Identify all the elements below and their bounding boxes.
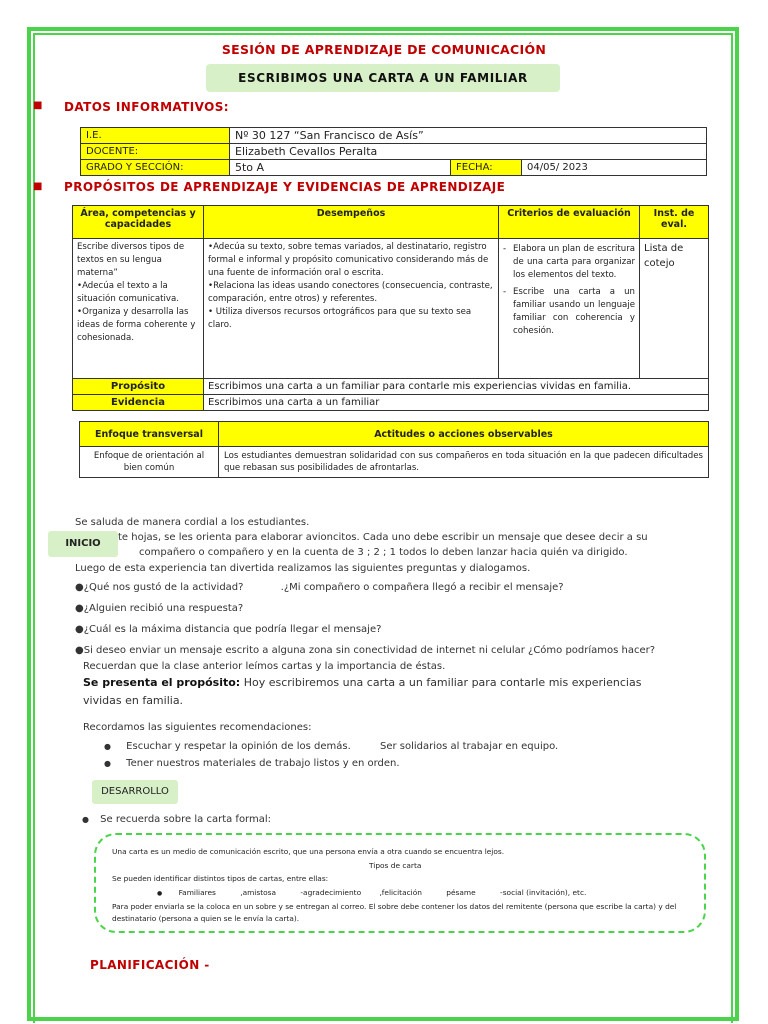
docente-value: Elizabeth Cevallos Peralta bbox=[230, 144, 707, 160]
enfoque-name: Enfoque de orientación al bien común bbox=[80, 447, 219, 478]
propositos-table bbox=[72, 205, 709, 411]
recomendacion-1: ● Escuchar y respetar la opinión de los demás. Ser solidarios al trabajar en equipo. bbox=[104, 741, 559, 752]
criterio-item: - Elabora un plan de escritura de una carta para organizar los elementos del texto. bbox=[503, 244, 635, 280]
bullet-icon: ■ bbox=[33, 181, 43, 192]
recuerda-carta: ● Se recuerda sobre la carta formal: bbox=[82, 814, 272, 825]
datos-table bbox=[80, 127, 707, 176]
bullet-icon: ● bbox=[104, 759, 111, 768]
inicio-line-4: Luego de esta experiencia tan divertida realizamos las siguientes preguntas y dialogamos. bbox=[75, 563, 531, 574]
bullet-icon: ● bbox=[157, 890, 163, 897]
tipo-item: -social (invitación), etc. bbox=[500, 888, 587, 897]
tipo-item: -agradecimiento bbox=[300, 888, 362, 897]
enfoque-text: Los estudiantes demuestran solidaridad con sus compañeros en toda situación en la que padecen dificultades que rebasan sus posibilidades de afrontarlas. bbox=[219, 447, 709, 478]
bullet-icon: ● bbox=[82, 815, 89, 824]
ie-label: I.E. bbox=[81, 128, 230, 144]
presenta-text-2: vividas en familia. bbox=[83, 694, 184, 707]
question-4: ●Si deseo enviar un mensaje escrito a alguna zona sin conectividad de internet ni celular ¿Cómo podríamos hacer? bbox=[75, 645, 656, 656]
tipo-item: ,amistosa bbox=[240, 888, 277, 897]
planificacion-heading: PLANIFICACIÓN - bbox=[90, 958, 210, 972]
tipos-list bbox=[157, 887, 586, 900]
presenta-text: Hoy escribiremos una carta a un familiar para contarle mis experiencias bbox=[243, 676, 642, 689]
session-subtitle: ESCRIBIMOS UNA CARTA A UN FAMILIAR bbox=[206, 64, 560, 92]
evidencia-value: Escribimos una carta a un familiar bbox=[204, 395, 709, 411]
tipos-intro: Se pueden identificar distintos tipos de cartas, entre ellas: bbox=[112, 874, 329, 883]
bullet-icon: ● bbox=[104, 742, 111, 751]
desarrollo-label: DESARROLLO bbox=[92, 780, 178, 804]
desempenos-cell: •Adecúa su texto, sobre temas variados, al destinatario, registro formal e informal y propósito comunicativo considerando más de una fuente de información oral o escrita. •Relaciona las ideas usando conectores (consecuencia, contraste, comparación, entre otros) y referentes. • Utiliza diversos recursos ortográficos para que su texto sea claro. bbox=[204, 239, 499, 379]
proposito-value: Escribimos una carta a un familiar para contarle mis experiencias vividas en familia. bbox=[204, 379, 709, 395]
enfoque-table bbox=[79, 421, 709, 478]
ie-value: Nº 30 127 “San Francisco de Asís” bbox=[230, 128, 707, 144]
col-enfoque: Enfoque transversal bbox=[80, 422, 219, 447]
bullet-icon: ● bbox=[75, 582, 84, 593]
recuerdan-text: Recuerdan que la clase anterior leímos cartas y la importancia de éstas. bbox=[83, 661, 446, 672]
criterio-2: Escribe una carta a un familiar usando un lenguaje familiar con coherencia y cohesión. bbox=[513, 287, 635, 336]
tipo-item: Familiares bbox=[178, 888, 216, 897]
propositos-heading: PROPÓSITOS DE APRENDIZAJE Y EVIDENCIAS DE APRENDIZAJE bbox=[64, 180, 506, 194]
grado-value: 5to A bbox=[230, 160, 451, 176]
datos-heading: DATOS INFORMATIVOS: bbox=[64, 100, 229, 114]
bullet-icon: ● bbox=[75, 645, 84, 656]
recomendacion-2: ● Tener nuestros materiales de trabajo listos y en orden. bbox=[104, 758, 400, 769]
inicio-line-2: te hojas, se les orienta para elaborar avioncitos. Cada uno debe escribir un mensaje que desee decir a su bbox=[118, 532, 648, 543]
col-instrumento: Inst. de eval. bbox=[640, 206, 709, 239]
bullet-icon: ● bbox=[75, 624, 84, 635]
col-criterios: Criterios de evaluación bbox=[499, 206, 640, 239]
tipo-item: ,felicitación bbox=[379, 888, 422, 897]
presenta-proposito bbox=[83, 674, 641, 692]
inicio-label: INICIO bbox=[48, 531, 118, 557]
inicio-line-3: compañero o compañero y en la cuenta de 3 ; 2 ; 1 todos lo deben lanzar hacia quién va dirigido. bbox=[139, 547, 628, 558]
docente-label: DOCENTE: bbox=[81, 144, 230, 160]
inicio-line-1: Se saluda de manera cordial a los estudiantes. bbox=[75, 517, 310, 528]
recomendaciones-heading: Recordamos las siguientes recomendaciones: bbox=[83, 722, 312, 733]
col-desempenos: Desempeños bbox=[204, 206, 499, 239]
carta-definicion: Una carta es un medio de comunicación escrito, que una persona envía a otra cuando se encuentra lejos. bbox=[112, 847, 505, 856]
question-3: ●¿Cuál es la máxima distancia que podría llegar el mensaje? bbox=[75, 624, 382, 635]
criterios-cell bbox=[499, 239, 640, 379]
sobre-text: Para poder enviarla se la coloca en un sobre y se entregan al correo. El sobre debe contener los datos del remitente (persona que escribe la carta) y del destinatario (persona a quien se le envía la carta). bbox=[112, 902, 677, 923]
proposito-label: Propósito bbox=[73, 379, 204, 395]
fecha-value: 04/05/ 2023 bbox=[522, 160, 707, 176]
tipos-heading: Tipos de carta bbox=[369, 861, 422, 870]
grado-label: GRADO Y SECCIÓN: bbox=[81, 160, 230, 176]
col-area: Área, competencias y capacidades bbox=[73, 206, 204, 239]
bullet-icon: ■ bbox=[33, 100, 43, 111]
tipo-item: pésame bbox=[446, 888, 476, 897]
presenta-label: Se presenta el propósito: bbox=[83, 676, 241, 689]
bullet-icon: ● bbox=[75, 603, 84, 614]
area-cell: Escribe diversos tipos de textos en su lengua materna” •Adecúa el texto a la situación comunicativa. •Organiza y desarrolla las ideas de forma coherente y cohesionada. bbox=[73, 239, 204, 379]
instrumento-cell: Lista de cotejo bbox=[640, 239, 709, 379]
session-title: SESIÓN DE APRENDIZAJE DE COMUNICACIÓN bbox=[221, 42, 547, 57]
question-2: ●¿Alguien recibió una respuesta? bbox=[75, 603, 244, 614]
question-1: ●¿Qué nos gustó de la actividad? .¿Mi compañero o compañera llegó a recibir el mensaje? bbox=[75, 582, 564, 593]
criterio-1: Elabora un plan de escritura de una carta para organizar los elementos del texto. bbox=[513, 244, 635, 280]
criterio-item: - Escribe una carta a un familiar usando un lenguaje familiar con coherencia y cohesión. bbox=[503, 287, 635, 336]
col-actitudes: Actitudes o acciones observables bbox=[219, 422, 709, 447]
fecha-label: FECHA: bbox=[451, 160, 522, 176]
evidencia-label: Evidencia bbox=[73, 395, 204, 411]
